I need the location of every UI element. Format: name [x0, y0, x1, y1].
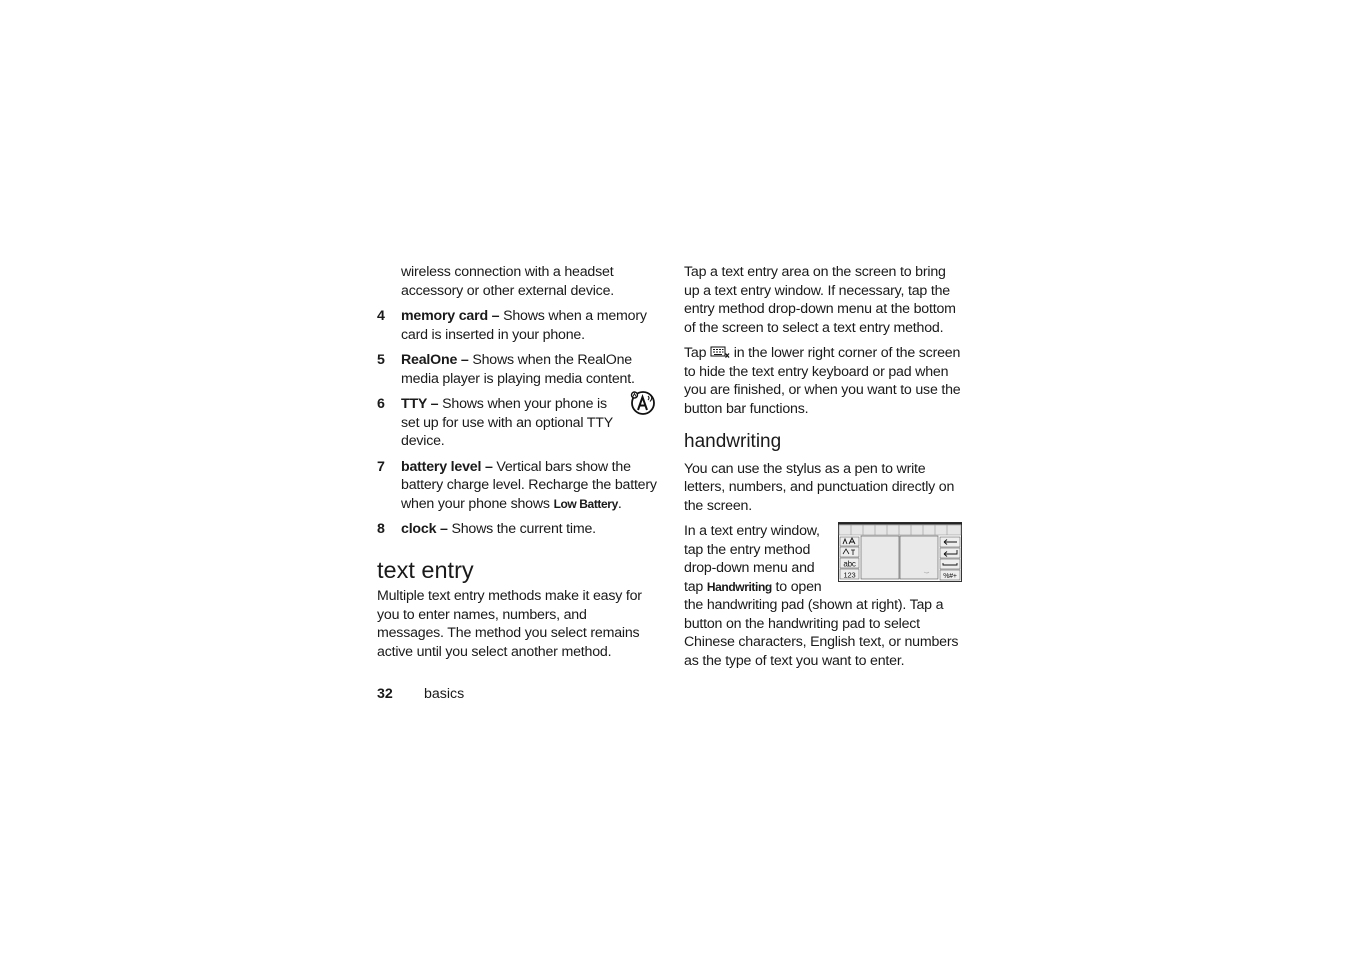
page-number: 32 [377, 686, 393, 702]
item-number: 8 [377, 521, 385, 537]
paragraph-handwriting [684, 522, 962, 670]
item-term: TTY – [401, 396, 439, 412]
list-item-tty [377, 395, 657, 451]
item-text: Shows when your phone is set up for use with an optional TTY device. [401, 396, 613, 449]
page-footer [377, 686, 465, 702]
item-number: 4 [377, 308, 385, 324]
item-number: 5 [377, 352, 385, 368]
section-title: text entry [377, 556, 474, 583]
list-item-realone [377, 351, 657, 388]
item-text: Shows when the RealOne media player is playing media content. [401, 352, 635, 387]
item-number: 6 [377, 396, 385, 412]
left-column [377, 263, 657, 661]
list-item-battery-level [377, 458, 657, 514]
continuation-text: wireless connection with a headset accessory or other external device. [401, 264, 615, 299]
handwriting-pad-image [838, 522, 962, 582]
text-fragment: to open the handwriting pad (shown at right). Tap a button on the handwriting pad to select Chinese characters, English text, or numbers as the type of text you want to enter. [684, 578, 959, 669]
paragraph-text-entry-area: Tap a text entry area on the screen to bring up a text entry window. If necessary, tap the entry method drop-down menu at the bottom of the screen to select a text entry method. [684, 264, 956, 336]
item-text-end: . [617, 495, 622, 512]
right-column [684, 263, 962, 670]
tty-icon [630, 390, 656, 416]
footer-section-name: basics [424, 686, 465, 702]
item-text: Vertical bars show the battery charge level. Recharge the battery when your phone shows [401, 458, 657, 512]
list-item-clock [377, 520, 657, 539]
text-fragment: in the lower right corner of the screen to hide the text entry keyboard or pad when you are finished, or when you want to use the button bar functions. [684, 345, 961, 417]
text-fragment: Tap [684, 345, 711, 361]
ui-term-low-battery: Low Battery [553, 496, 618, 511]
item-number: 7 [377, 458, 385, 475]
paragraph-stylus: You can use the stylus as a pen to write letters, numbers, and punctuation directly on the screen. [684, 460, 955, 514]
list-item-memory-card [377, 307, 657, 344]
section-body: Multiple text entry methods make it easy for you to enter names, numbers, and messages. The method you select remains active until you select another method. [377, 588, 642, 660]
item-term: memory card – [401, 308, 500, 324]
subsection-title: handwriting [684, 431, 782, 452]
item-term: battery level – [401, 458, 493, 475]
pad-sym-label: %#+ [943, 573, 957, 580]
keyboard-hide-icon [710, 345, 730, 359]
text-fragment: In a text entry window, tap the entry method drop-down menu and tap [684, 523, 820, 595]
item-text: Shows when a memory card is inserted in your phone. [401, 308, 647, 343]
ui-term-handwriting: Handwriting [706, 579, 772, 594]
item-term: RealOne – [401, 352, 469, 368]
pad-abc-label: abc [843, 559, 856, 569]
item-term: clock – [401, 521, 448, 537]
pad-num-label: 123 [843, 570, 856, 580]
paragraph-hide-keyboard [684, 344, 962, 418]
item-text: Shows the current time. [447, 521, 596, 537]
